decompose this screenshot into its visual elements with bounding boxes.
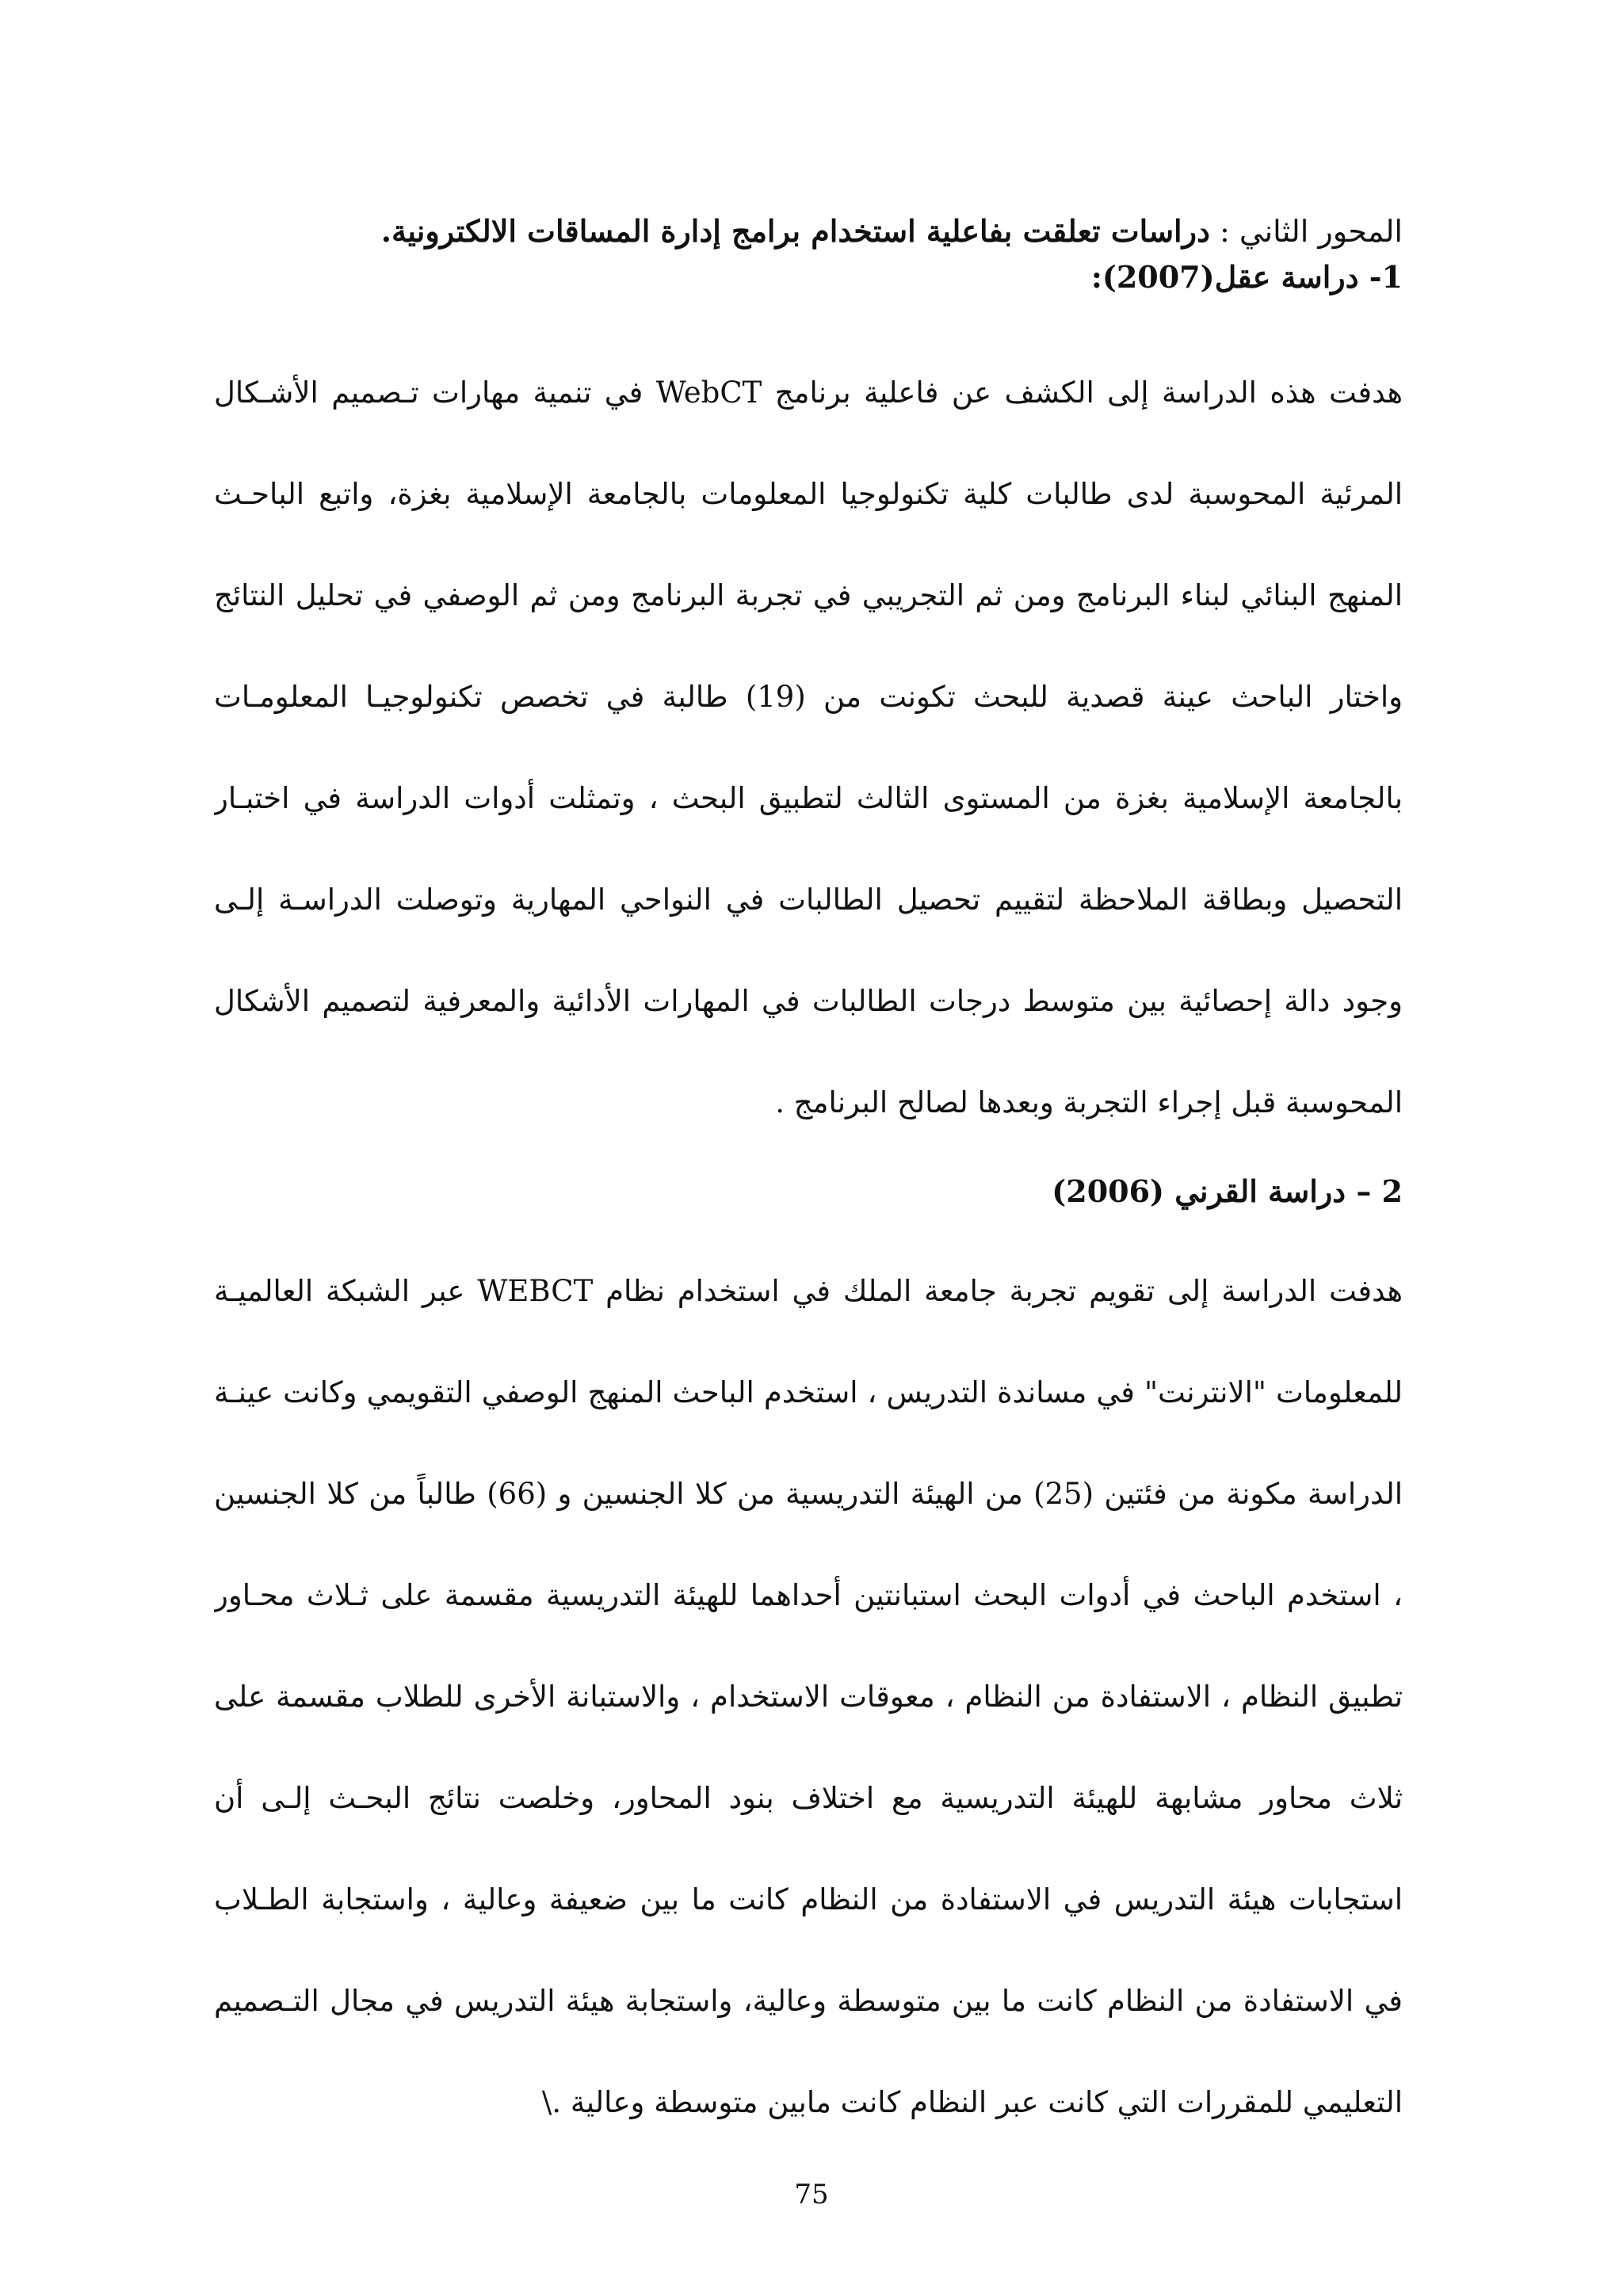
study-1-line: بالجامعة الإسلامية بغزة من المستوى الثالث لتطبيق البحث ، وتمثلت أدوات الدراسة في اختبـار bbox=[214, 781, 1403, 815]
study-1-line: المرئية المحوسبة لدى طالبات كلية تكنولوجيا المعلومات بالجامعة الإسلامية بغزة، واتبع الباحـث bbox=[214, 477, 1403, 511]
axis-heading bbox=[214, 208, 1403, 255]
study-2-title: 2 – دراسة القرني (2006) bbox=[1052, 1173, 1403, 1209]
axis-title: دراسات تعلقت بفاعلية استخدام برامج إدارة المساقات الالكترونية. bbox=[380, 213, 1210, 249]
study-1-line: وجود دالة إحصائية بين متوسط درجات الطالبات في المهارات الأدائية والمعرفية لتصميم الأشكال bbox=[214, 984, 1403, 1018]
study-2-line: هدفت الدراسة إلى تقويم تجربة جامعة الملك في استخدام نظام WEBCT عبر الشبكة العالميـة bbox=[214, 1274, 1403, 1308]
study-1-line: هدفت هذه الدراسة إلى الكشف عن فاعلية برنامج WebCT في تنمية مهارات تـصميم الأشـكال bbox=[214, 376, 1403, 410]
study-2-line: استجابات هيئة التدريس في الاستفادة من النظام كانت ما بين ضعيفة وعالية ، واستجابة الطـلاب bbox=[214, 1882, 1403, 1917]
page-number: 75 bbox=[794, 2179, 829, 2210]
study-1-line: واختار الباحث عينة قصدية للبحث تكونت من (19) طالبة في تخصص تكنولوجيـا المعلومـات bbox=[214, 680, 1403, 714]
study-1-line: التحصيل وبطاقة الملاحظة لتقييم تحصيل الطالبات في النواحي المهارية وتوصلت الدراسـة إلـى bbox=[214, 883, 1403, 917]
study-2-line: في الاستفادة من النظام كانت ما بين متوسطة وعالية، واستجابة هيئة التدريس في مجال التـصميم bbox=[214, 1984, 1403, 2018]
study-1-line: المحوسبة قبل إجراء التجربة وبعدها لصالح البرنامج . bbox=[775, 1085, 1403, 1119]
study-1-title: 1- دراسة عقل(2007): bbox=[1090, 259, 1403, 295]
axis-prefix: المحور الثاني : bbox=[1219, 214, 1403, 249]
study-2-line: ، استخدم الباحث في أدوات البحث استبانتين أحداهما للهيئة التدريسية مقسمة على ثـلاث محـاور bbox=[214, 1578, 1403, 1612]
study-2-line: للمعلومات "الانترنت" في مساندة التدريس ، استخدم الباحث المنهج الوصفي التقويمي وكانت عينـة bbox=[214, 1375, 1403, 1409]
study-2-line: الدراسة مكونة من فئتين (25) من الهيئة التدريسية من كلا الجنسين و (66) طالباً من كلا الجنسين bbox=[214, 1477, 1403, 1511]
study-1-line: المنهج البنائي لبناء البرنامج ومن ثم التجريبي في تجربة البرنامج ومن ثم الوصفي في تحليل النتائج bbox=[214, 578, 1403, 612]
study-2-line: التعليمي للمقررات التي كانت عبر النظام كانت مابين متوسطة وعالية .\ bbox=[541, 2085, 1403, 2119]
study-2-line: تطبيق النظام ، الاستفادة من النظام ، معوقات الاستخدام ، والاستبانة الأخرى للطلاب مقسمة على bbox=[214, 1680, 1403, 1714]
study-2-line: ثلاث محاور مشابهة للهيئة التدريسية مع اختلاف بنود المحاور، وخلصت نتائج البحـث إلـى أن bbox=[214, 1781, 1403, 1815]
